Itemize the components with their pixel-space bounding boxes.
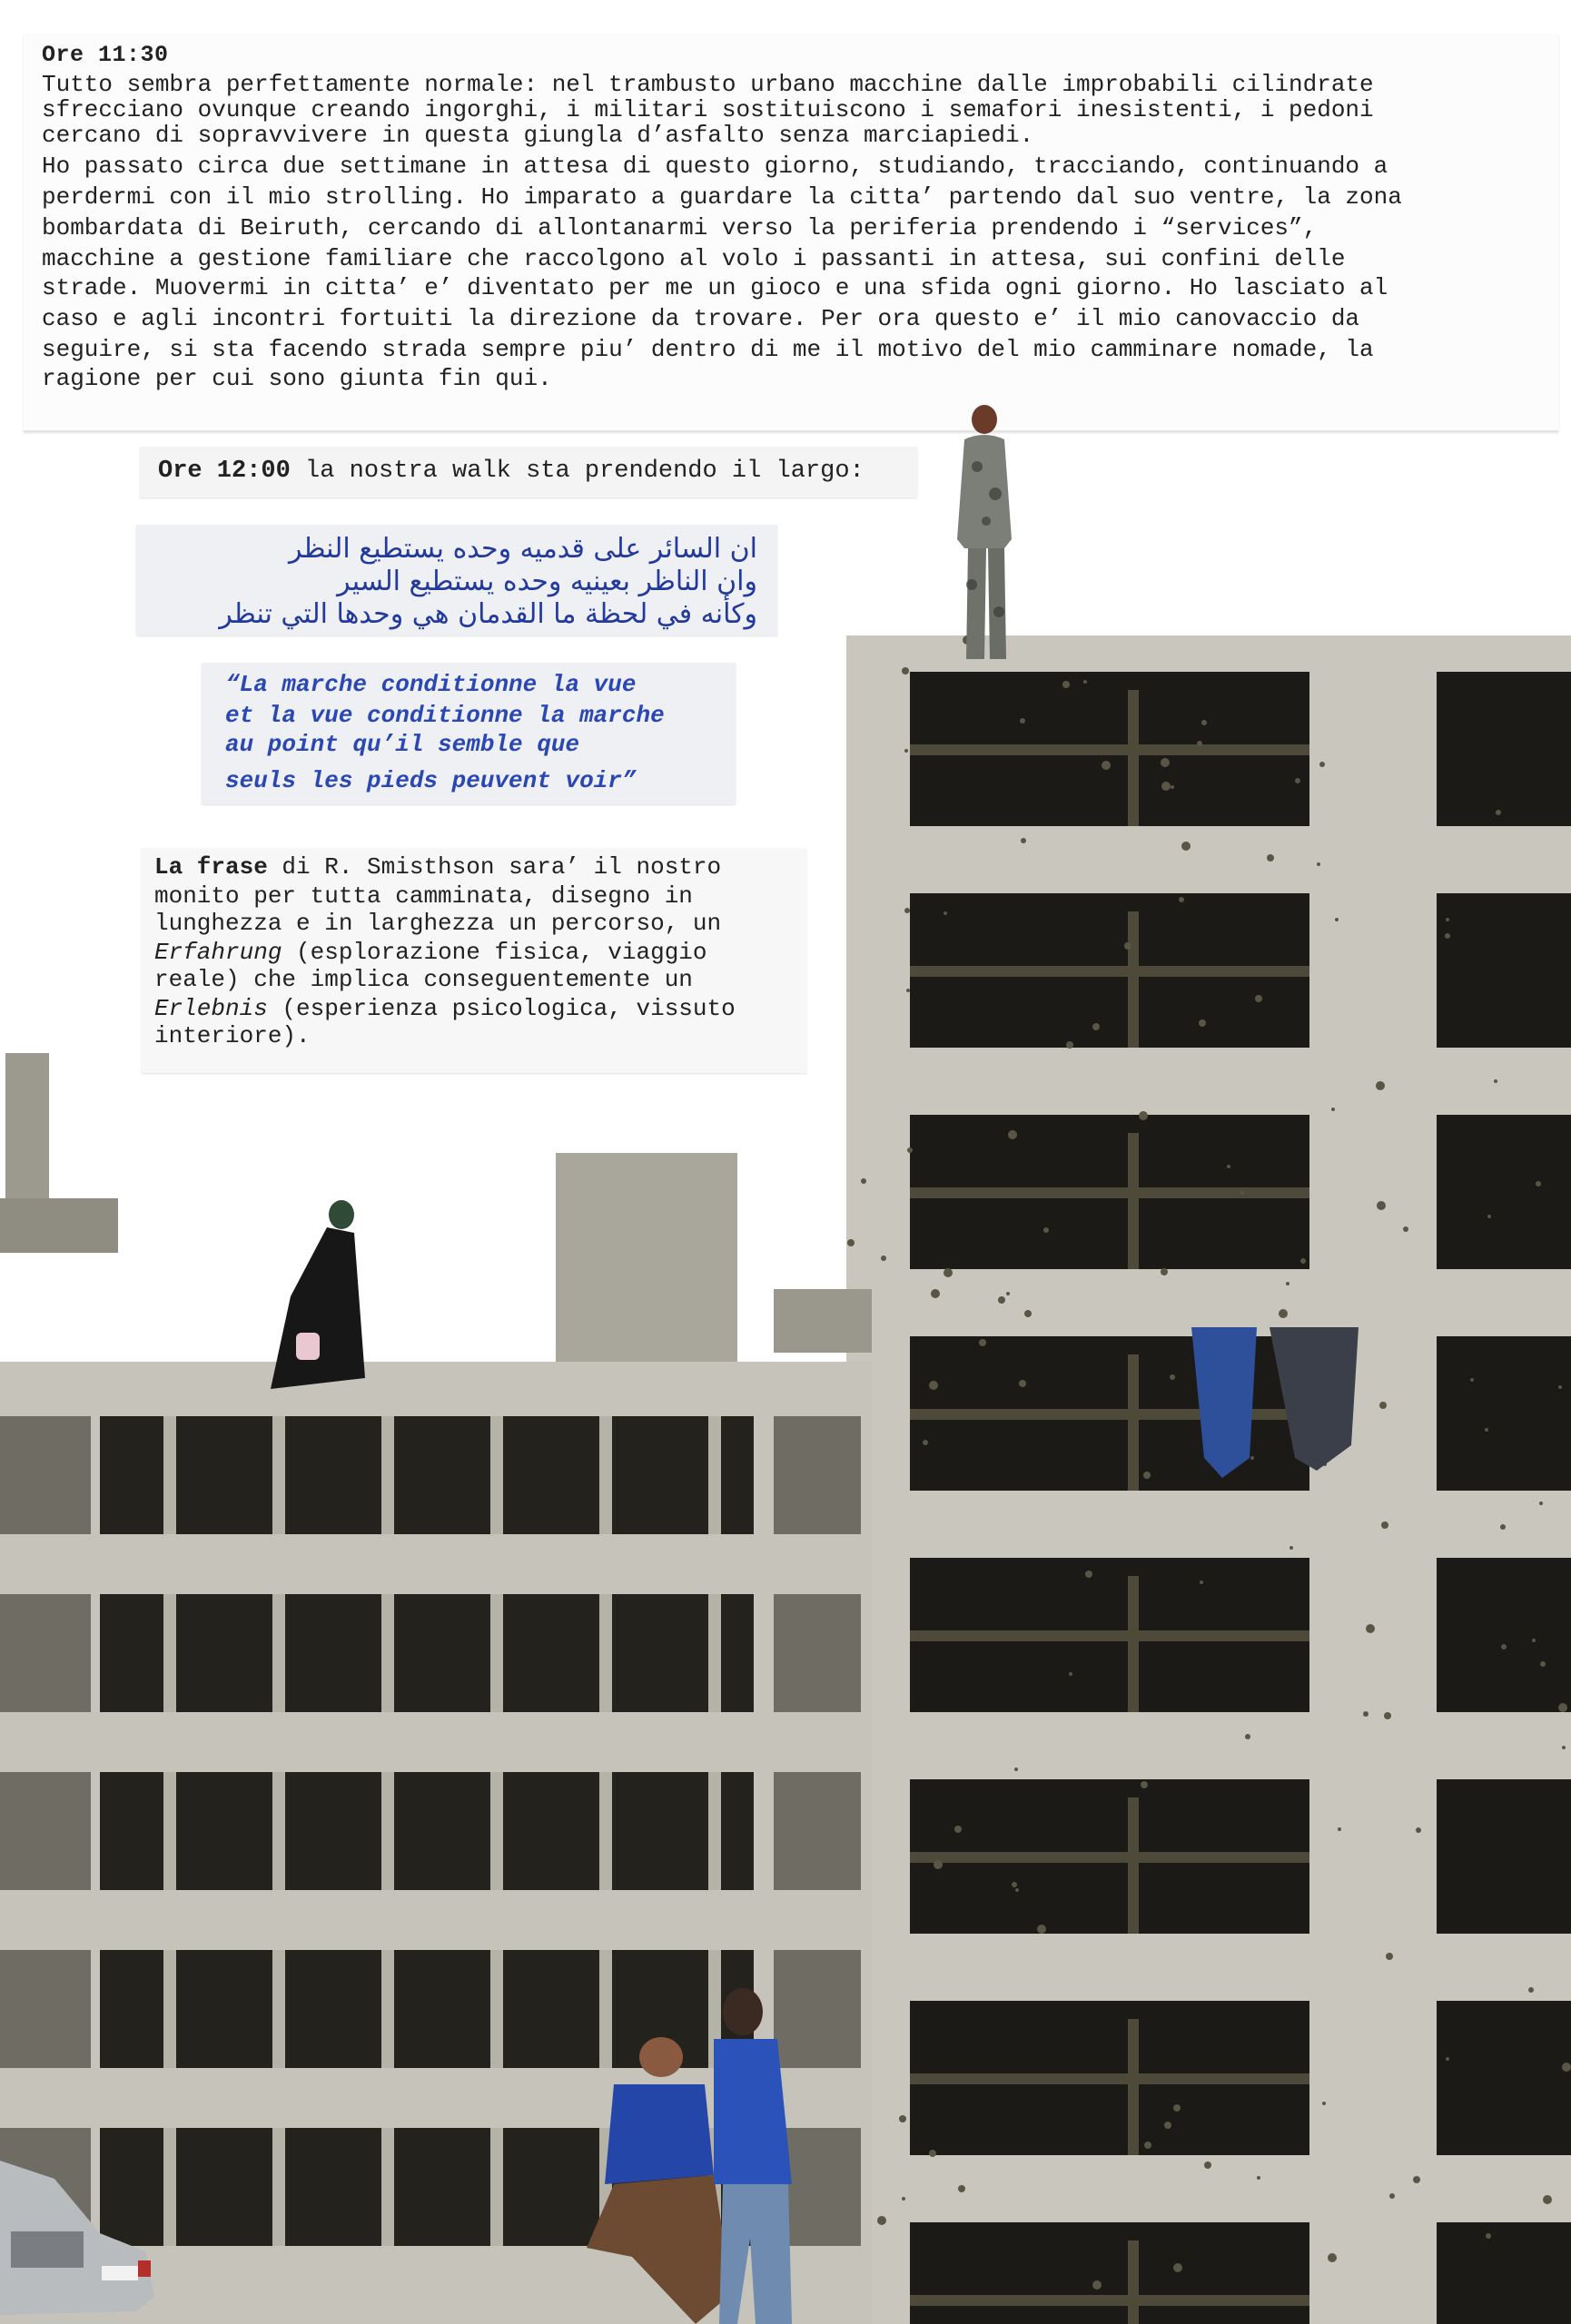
smithson-line: lunghezza e in larghezza un percorso, un <box>154 910 722 937</box>
paragraph-line: strade. Muovermi in citta’ e’ diventato per me un gioco e una sfida ogni giorno. Ho lasciato al <box>42 274 1388 301</box>
paragraph-line: bombardata di Beiruth, cercando di allontanarmi verso la periferia prendendo i “services”, <box>42 214 1318 241</box>
smithson-lead: La frase <box>154 853 268 881</box>
parked-car <box>0 2124 156 2315</box>
arabic-quote-line: وكأنه في لحظة ما القدمان هي وحدها التي تنظر <box>219 598 757 630</box>
paragraph-line: Ho passato circa due settimane in attesa di questo giorno, studiando, tracciando, continuando a <box>42 153 1388 180</box>
french-quote-line: au point qu’il semble que <box>225 731 580 758</box>
french-quote <box>202 663 736 804</box>
erfahrung-term: Erfahrung <box>154 939 282 966</box>
two-young-men-figure <box>578 1984 806 2324</box>
paragraph-line: macchine a gestione familiare che raccolgono al volo i passanti in attesa, sui confini delle <box>42 245 1346 272</box>
paragraph-line: caso e agli incontri fortuiti la direzione da trovare. Per ora questo e’ il mio canovaccio da <box>42 305 1360 332</box>
smithson-line: (esplorazione fisica, viaggio <box>282 939 707 966</box>
smithson-line: reale) che implica conseguentemente un <box>154 966 693 993</box>
walk-note-text: la nostra walk sta prendendo il largo: <box>290 458 865 485</box>
paragraph-line: ragione per cui sono giunta fin qui. <box>42 365 552 392</box>
time-stamp-1200: Ore 12:00 <box>158 458 291 485</box>
arabic-quote-line: وان الناظر بعينيه وحده يستطيع السير <box>337 566 757 597</box>
paragraph-line: Tutto sembra perfettamente normale: nel trambusto urbano macchine dalle improbabili cilindrate <box>42 71 1374 98</box>
french-quote-line: et la vue conditionne la marche <box>225 702 665 729</box>
french-quote-line: “La marche conditionne la vue <box>225 671 637 698</box>
walk-note <box>140 447 917 497</box>
arabic-quote <box>136 525 777 635</box>
erlebnis-term: Erlebnis <box>154 995 268 1022</box>
paragraph-line: sfrecciano ovunque creando ingorghi, i militari sostituiscono i semafori inesistenti, i pedoni <box>42 96 1374 123</box>
top-paragraph <box>24 34 1558 432</box>
hanging-jeans <box>1186 1322 1364 1478</box>
paragraph-line: seguire, si sta facendo strada sempre piu’ dentro di me il motivo del mio camminare nomade, la <box>42 336 1374 363</box>
smithson-line: (esperienza psicologica, vissuto <box>267 995 736 1022</box>
smithson-line: di R. Smisthson sara’ il nostro <box>267 853 722 881</box>
time-stamp-1130: Ore 11:30 <box>42 42 169 68</box>
smithson-line: monito per tutta camminata, disegno in <box>154 882 693 910</box>
bombed-tower-right <box>846 635 1571 2324</box>
paragraph-line: perdermi con il mio strolling. Ho imparato a guardare la citta’ partendo dal suo ventre, la zona <box>42 183 1402 211</box>
veiled-woman-figure <box>263 1196 372 1389</box>
paragraph-line: cercano di sopravvivere in questa giungla d’asfalto senza marciapiedi. <box>42 122 1034 149</box>
french-quote-line: seuls les pieds peuvent voir” <box>225 767 637 794</box>
soldier-figure <box>941 403 1028 659</box>
arabic-quote-line: ان السائر على قدميه وحده يستطيع النظر <box>289 533 757 565</box>
smithson-line: interiore). <box>154 1022 311 1049</box>
smithson-note <box>142 848 806 1073</box>
